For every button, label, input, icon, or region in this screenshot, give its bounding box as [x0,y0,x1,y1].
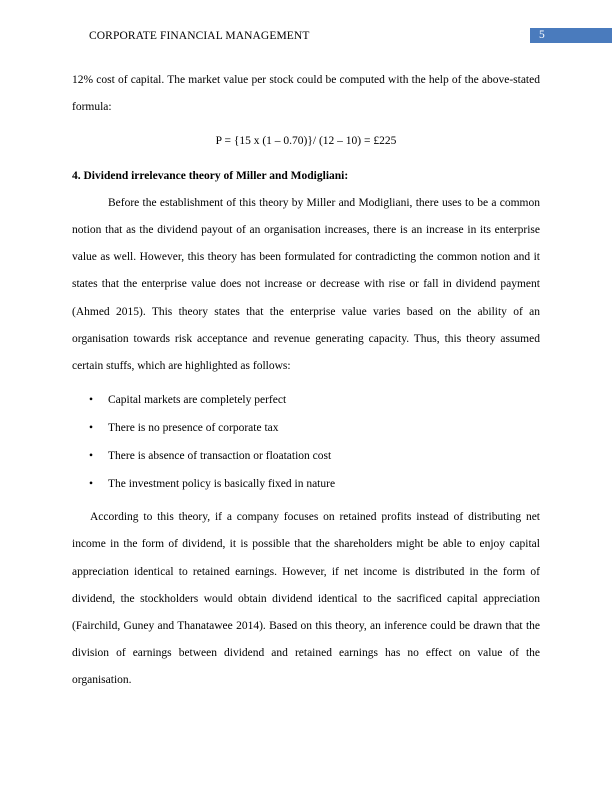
list-item [72,442,540,470]
list-item-text: There is absence of transaction or floatation cost [108,450,332,463]
list-item [72,386,540,414]
page-number-badge: 5 [530,28,612,43]
bullet-icon: • [89,422,94,435]
header-title: CORPORATE FINANCIAL MANAGEMENT [89,30,310,42]
list-item-text: Capital markets are completely perfect [108,394,287,407]
document-body [72,67,540,695]
formula: P = {15 x (1 – 0.70)}/ (12 – 10) = £225 [215,135,397,148]
list-item-text: There is no presence of corporate tax [108,422,279,435]
assumptions-list [72,386,540,498]
bullet-icon: • [89,394,94,407]
bullet-icon: • [89,478,94,491]
paragraph-conclusion: According to this theory, if a company focuses on retained profits instead of distributing net income in the form of dividend, it is possible that the shareholders might be able to enjoy capital appreciation identical to retained earnings. However, if net income is distributed in the form of dividend, the stockholders would obtain dividend identical to the sacrificed capital appreciation (Fairchild, Guney and Thanatawee 2014). Based on this theory, an inference could be drawn that the division of earnings between dividend and retained earnings has no effect on value of the organisation. [72,511,540,687]
paragraph-intro: 12% cost of capital. The market value per stock could be computed with the help of the above-stated formula: [72,74,540,114]
paragraph-theory: Before the establishment of this theory by Miller and Modigliani, there uses to be a common notion that as the dividend payout of an organisation increases, there is an increase in its enterprise value as well. However, this theory has been formulated for contradicting the common notion and it states that the enterprise value does not increase or decrease with rise or fall in dividend payment (Ahmed 2015). This theory states that the enterprise value varies based on the ability of an organisation towards risk acceptance and revenue generating capacity. Thus, this theory assumed certain stuffs, which are highlighted as follows: [72,196,540,373]
section-heading: 4. Dividend irrelevance theory of Miller and Modigliani: [72,169,349,182]
list-item [72,470,540,498]
list-item-text: The investment policy is basically fixed in nature [108,478,336,491]
list-item [72,414,540,442]
bullet-icon: • [89,450,94,463]
